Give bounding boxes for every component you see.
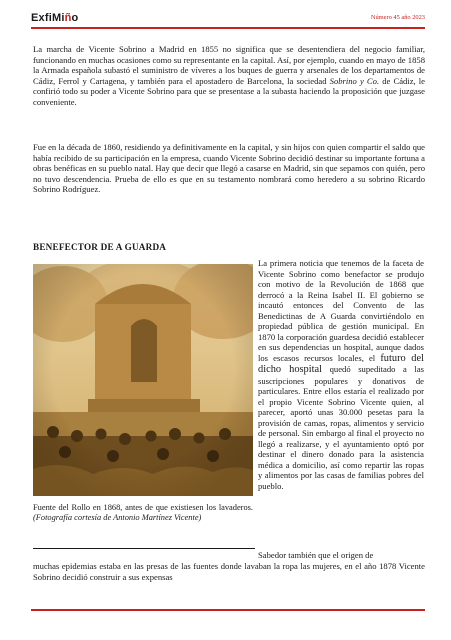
paragraph-fortune: Fue en la década de 1860, residiendo ya definitivamente en la capital, y sin hijos con quien compartir el saldo que había recibido de su participación en la empresa, cuando Vicente Sobrino decidió destinar su importante fortuna a obras benéficas en su pueblo natal. Hay que decir que llegó a casarse en Madrid, sin que sepamos con quién, pero no tuvo descendencia. Prueba de ello es que en su testamento nombrará como heredero a su sobrino Ricardo Sobrino Rodríguez. [33,142,425,194]
paragraph-epidemics-start: Sabedor también que el origen de [258,550,374,560]
page-header [31,12,425,28]
section-title: BENEFECTOR DE A GUARDA [33,242,167,252]
caption-rule [33,548,255,549]
sepia-photo-fountain-icon [33,264,253,496]
paragraph-epidemics: muchas epidemias estaba en las presas de las fuentes donde lavaban la ropa las mujeres, en el año 1878 Vicente Sobrino decidió construir a sus expensas [33,561,425,582]
footer-rule [31,609,425,611]
issue-number: Número 45 año 2023 [370,14,425,21]
magazine-logo: ExfiMiño [31,12,79,24]
photo-caption: Fuente del Rollo en 1868, antes de que existiesen los lavaderos. (Fotografía cortesía de Antonio Martínez Vicente) [33,503,253,523]
header-rule [31,27,425,29]
paragraph-benefactor: La primera noticia que tenemos de la faceta de Vicente Sobrino como benefactor se produjo con motivo de la Revolución de 1868 que derrocó a la Reina Isabel II. El gobierno se incautó entonces del Convento de las Benedictinas de A Guarda convirtiéndolo en propiedad pública de gestión municipal. En 1870 la corporación guardesa decidió establecer en sus dependencias un hospital, aunque dados los escasos recursos locales, el futuro del dicho hospital quedó supeditado a las suscripciones populares y donativos de particulares. Entre ellos estaría el realizado por el propio Vicente Sobrino Vicente quien, al parecer, aportó unas 30.000 pesetas para la provisión de camas, ropas, alimentos y servicio de personal. Sin embargo al final el proyecto no llegó a realizarse, y el ayuntamiento optó por destinar el dinero donado para la asistencia médica a domicilio, así como repartir las ropas y alimentos por las casas de familias pobres del pueblo. [258,258,424,491]
paragraph-madrid: La marcha de Vicente Sobrino a Madrid en 1855 no significa que se desentendiera del negocio familiar, funcionando en muchas ocasiones como su representante en la capital. Así, por ejemplo, cuando en mayo de 1858 la Armada española subastó el suministro de víveres a los buques de guerra y arsenales de los departamentos de Cádiz, Ferrol y Cartagena, y también para el apostadero de Barcelona, la sociedad Sobrino y Co. de Cádiz, le confirió todo su poder a Vicente Sobrino para que se presentase a la subasta haciendo la proposición que juzgase conveniente. [33,44,425,107]
